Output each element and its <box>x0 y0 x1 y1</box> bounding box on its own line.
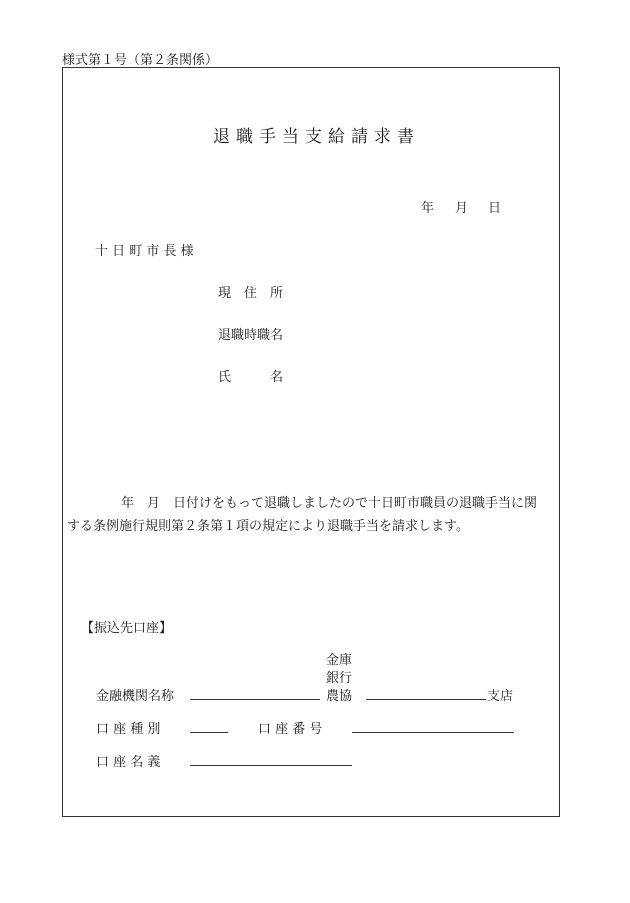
institution-type-ginko: 銀行 <box>326 671 353 686</box>
addressee: 十 日 町 市 長 様 <box>95 244 194 259</box>
position-label: 退職時職名 <box>218 328 284 343</box>
body-text-line-1: 年 月 日付けをもって退職しましたので十日町市職員の退職手当に関 <box>121 496 538 511</box>
account-type-label: 口 座 種 別 <box>96 722 161 737</box>
address-label: 現 住 所 <box>218 286 284 301</box>
account-type-line[interactable] <box>190 732 228 733</box>
form-frame <box>62 67 560 817</box>
account-holder-line[interactable] <box>190 765 352 766</box>
body-text-line-2: する条例施行規則第２条第１項の規定により退職手当を請求します。 <box>67 519 469 534</box>
branch-name-line[interactable] <box>366 699 486 700</box>
institution-label: 金融機関名称 <box>96 689 175 704</box>
account-number-line[interactable] <box>352 732 514 733</box>
institution-name-line[interactable] <box>190 699 320 700</box>
form-number: 様式第１号（第２条関係） <box>62 53 219 68</box>
bank-heading: 【振込先口座】 <box>81 621 173 636</box>
date-day-label: 日 <box>488 201 502 216</box>
form-title: 退職手当支給請求書 <box>213 127 420 147</box>
institution-type-nokyo: 農協 <box>326 689 353 704</box>
date-year-label: 年 <box>421 201 435 216</box>
branch-suffix: 支店 <box>487 689 514 704</box>
name-label: 氏 名 <box>218 370 284 385</box>
account-number-label: 口 座 番 号 <box>258 722 323 737</box>
date-month-label: 月 <box>455 201 469 216</box>
institution-type-kinko: 金庫 <box>326 653 353 668</box>
account-holder-label: 口 座 名 義 <box>96 755 161 770</box>
